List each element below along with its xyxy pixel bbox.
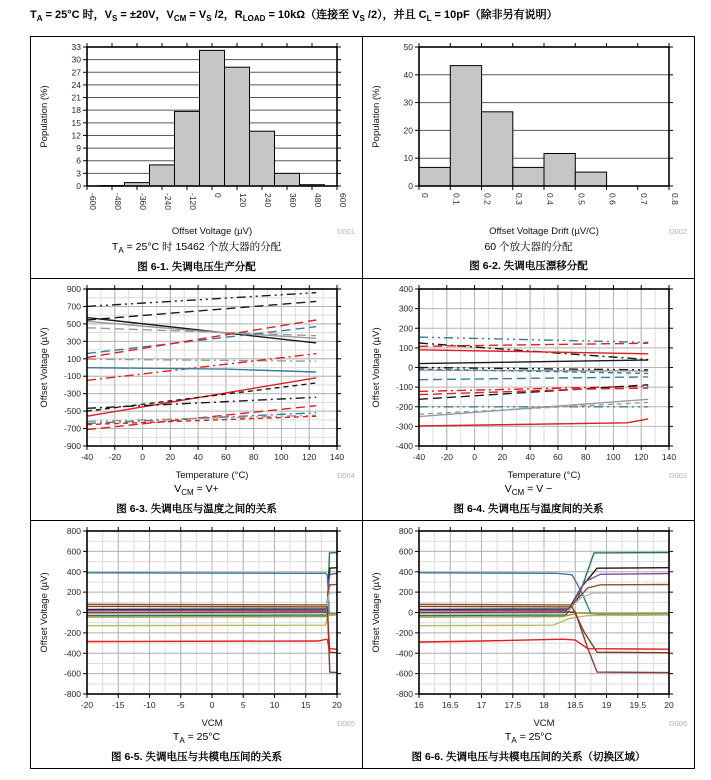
svg-text:10: 10 <box>269 700 279 711</box>
figure-caption: 图 6-1. 失调电压生产分配 <box>137 261 256 274</box>
svg-text:-200: -200 <box>395 401 413 412</box>
svg-text:900: 900 <box>66 284 81 295</box>
svg-text:0: 0 <box>75 181 81 191</box>
svg-text:20: 20 <box>165 452 175 463</box>
svg-text:0: 0 <box>407 362 413 373</box>
svg-text:300: 300 <box>398 303 413 314</box>
svg-text:19.5: 19.5 <box>629 700 646 711</box>
offset-vs-temperature-vminus-chart <box>367 280 691 482</box>
svg-text:0: 0 <box>75 607 81 618</box>
svg-text:-600: -600 <box>87 193 98 211</box>
figure-caption: 图 6-3. 失调电压与温度之间的关系 <box>116 503 277 516</box>
svg-text:D005: D005 <box>336 719 355 729</box>
svg-text:-600: -600 <box>395 668 413 679</box>
svg-text:-800: -800 <box>395 689 413 700</box>
svg-text:-400: -400 <box>395 648 413 659</box>
svg-text:Offset Voltage (µV): Offset Voltage (µV) <box>370 572 382 653</box>
svg-text:0.4: 0.4 <box>544 193 555 205</box>
svg-text:20: 20 <box>403 125 413 136</box>
svg-text:Offset Voltage Drift (µV/C): Offset Voltage Drift (µV/C) <box>488 226 599 237</box>
svg-text:VCM: VCM <box>200 718 223 730</box>
svg-text:40: 40 <box>524 452 535 463</box>
svg-text:100: 100 <box>66 353 81 364</box>
svg-text:300: 300 <box>66 336 81 347</box>
svg-text:-40: -40 <box>412 452 425 463</box>
svg-text:100: 100 <box>398 342 413 353</box>
svg-text:140: 140 <box>661 452 676 463</box>
svg-text:80: 80 <box>580 452 590 463</box>
svg-text:800: 800 <box>66 526 81 537</box>
figure-cell-6-1 <box>31 37 363 279</box>
svg-text:18: 18 <box>538 700 549 711</box>
svg-text:40: 40 <box>403 69 413 80</box>
svg-text:24: 24 <box>71 79 81 90</box>
svg-text:17: 17 <box>476 700 486 711</box>
svg-text:120: 120 <box>237 193 248 208</box>
svg-text:-500: -500 <box>63 406 81 417</box>
figure-cell-6-4 <box>363 279 695 521</box>
svg-text:-5: -5 <box>176 700 185 711</box>
figure-condition: $V_{CM} = V$ − <box>504 483 553 498</box>
svg-text:12: 12 <box>71 130 81 141</box>
svg-text:-480: -480 <box>112 193 123 211</box>
svg-text:-120: -120 <box>187 193 198 211</box>
svg-text:0: 0 <box>407 181 413 191</box>
svg-text:33: 33 <box>71 42 81 52</box>
svg-text:360: 360 <box>287 193 298 208</box>
svg-text:60: 60 <box>220 452 231 463</box>
svg-text:80: 80 <box>248 452 258 463</box>
svg-text:18.5: 18.5 <box>566 700 584 711</box>
svg-text:0: 0 <box>212 193 223 198</box>
svg-text:27: 27 <box>71 67 81 78</box>
svg-text:16.5: 16.5 <box>441 700 459 711</box>
svg-text:-700: -700 <box>63 423 81 434</box>
figure-condition: $T_A = 25^\circ C$ 时 15462 个放大器的分配 <box>111 241 282 256</box>
svg-text:-40: -40 <box>80 452 93 463</box>
offset-vs-common-mode-switching-chart <box>367 522 691 730</box>
svg-text:600: 600 <box>66 546 81 557</box>
figure-caption: 图 6-6. 失调电压与共模电压间的关系（切换区域） <box>411 751 646 764</box>
svg-text:D001: D001 <box>336 227 355 236</box>
svg-text:-200: -200 <box>395 628 413 639</box>
svg-text:Offset Voltage (µV): Offset Voltage (µV) <box>38 327 50 408</box>
svg-text:30: 30 <box>71 54 81 65</box>
svg-text:500: 500 <box>66 318 81 329</box>
svg-text:30: 30 <box>403 97 413 108</box>
svg-text:10: 10 <box>403 153 413 164</box>
figure-condition: $T_A = 25^\circ C$ <box>172 731 221 746</box>
svg-text:40: 40 <box>192 452 203 463</box>
svg-text:20: 20 <box>663 700 674 711</box>
svg-text:19: 19 <box>601 700 611 711</box>
svg-text:9: 9 <box>75 143 81 154</box>
svg-text:-20: -20 <box>440 452 453 463</box>
figure-caption: 图 6-4. 失调电压与温度间的关系 <box>453 503 604 516</box>
svg-text:-400: -400 <box>63 648 81 659</box>
svg-text:3: 3 <box>75 168 81 179</box>
svg-text:-100: -100 <box>395 382 413 393</box>
svg-text:17.5: 17.5 <box>504 700 521 711</box>
svg-text:-600: -600 <box>63 668 81 679</box>
svg-text:D002: D002 <box>668 227 687 236</box>
svg-text:D004: D004 <box>336 471 355 481</box>
svg-text:Offset Voltage (µV): Offset Voltage (µV) <box>38 572 50 653</box>
svg-text:Temperature (°C): Temperature (°C) <box>507 470 580 482</box>
svg-text:400: 400 <box>398 284 413 295</box>
figure-cell-6-3 <box>31 279 363 521</box>
svg-text:200: 200 <box>398 323 413 334</box>
svg-text:D006: D006 <box>668 719 687 729</box>
svg-text:15: 15 <box>71 117 81 128</box>
figure-cell-6-2 <box>363 37 695 279</box>
svg-text:0: 0 <box>139 452 145 463</box>
svg-text:60: 60 <box>552 452 563 463</box>
figure-condition: $V_{CM} = V+$ <box>174 483 219 498</box>
svg-text:6: 6 <box>75 155 81 166</box>
svg-text:21: 21 <box>71 92 81 103</box>
offset-vs-temperature-vplus-chart <box>35 280 359 482</box>
svg-text:0.1: 0.1 <box>450 193 461 205</box>
svg-text:-20: -20 <box>80 700 93 711</box>
svg-text:20: 20 <box>331 700 342 711</box>
svg-text:600: 600 <box>337 193 348 208</box>
svg-text:-360: -360 <box>137 193 148 211</box>
svg-text:140: 140 <box>329 452 344 463</box>
svg-text:480: 480 <box>312 193 323 208</box>
svg-text:15: 15 <box>300 700 311 711</box>
svg-text:Offset Voltage (µV): Offset Voltage (µV) <box>171 226 252 237</box>
test-conditions-line: $T_A = 25^\circ C$ 时，$V_S = \pm 20V$，$V_{CM} = V_S$ /2，$R_{LOAD} = 10k\Omega$（连接至 $V_S$ /2），并且 $C_L = 10pF$（除非另有说明） <box>30 9 558 24</box>
svg-text:-400: -400 <box>395 441 413 452</box>
figure-condition: $T_A = 25^\circ C$ <box>504 731 553 746</box>
svg-text:600: 600 <box>398 546 413 557</box>
svg-text:120: 120 <box>301 452 316 463</box>
svg-text:0: 0 <box>419 193 430 198</box>
svg-text:700: 700 <box>66 301 81 312</box>
svg-text:Population (%): Population (%) <box>38 85 50 148</box>
svg-text:5: 5 <box>240 700 246 711</box>
svg-text:100: 100 <box>605 452 620 463</box>
figures-table <box>30 36 695 769</box>
svg-text:0: 0 <box>471 452 477 463</box>
svg-text:100: 100 <box>273 452 288 463</box>
offset-voltage-drift-histogram-chart <box>367 38 691 238</box>
svg-text:-200: -200 <box>63 628 81 639</box>
svg-text:-900: -900 <box>63 441 81 452</box>
svg-text:400: 400 <box>398 566 413 577</box>
svg-text:0.6: 0.6 <box>607 193 617 205</box>
svg-text:-300: -300 <box>395 421 413 432</box>
svg-text:-100: -100 <box>63 371 81 382</box>
svg-text:50: 50 <box>403 42 413 52</box>
svg-text:200: 200 <box>398 587 413 598</box>
svg-text:-240: -240 <box>162 193 173 211</box>
svg-text:-15: -15 <box>111 700 124 711</box>
svg-text:-300: -300 <box>63 388 81 399</box>
svg-text:0: 0 <box>407 607 413 618</box>
svg-text:D003: D003 <box>668 471 687 481</box>
svg-text:Temperature (°C): Temperature (°C) <box>175 470 248 482</box>
svg-text:200: 200 <box>66 587 81 598</box>
svg-text:0.8: 0.8 <box>669 193 680 205</box>
figure-cell-6-5 <box>31 521 363 769</box>
svg-text:16: 16 <box>413 700 424 711</box>
svg-text:20: 20 <box>497 452 507 463</box>
svg-text:0.2: 0.2 <box>482 193 492 205</box>
figure-caption: 图 6-5. 失调电压与共模电压间的关系 <box>111 751 282 764</box>
svg-text:-20: -20 <box>108 452 121 463</box>
svg-text:0.3: 0.3 <box>513 193 524 205</box>
svg-text:120: 120 <box>633 452 648 463</box>
svg-text:18: 18 <box>71 105 81 116</box>
svg-text:0.5: 0.5 <box>575 193 586 205</box>
svg-text:Offset Voltage (µV): Offset Voltage (µV) <box>370 327 382 408</box>
offset-vs-common-mode-chart <box>35 522 359 730</box>
svg-text:0: 0 <box>209 700 214 711</box>
svg-text:VCM: VCM <box>532 718 555 730</box>
figure-cell-6-6 <box>363 521 695 769</box>
svg-text:240: 240 <box>262 193 273 208</box>
svg-text:-800: -800 <box>63 689 81 700</box>
offset-voltage-histogram-chart <box>35 38 359 238</box>
figure-caption: 图 6-2. 失调电压漂移分配 <box>469 260 588 272</box>
svg-text:Population (%): Population (%) <box>370 85 382 148</box>
svg-text:800: 800 <box>398 526 413 537</box>
svg-text:400: 400 <box>66 566 81 577</box>
svg-text:0.7: 0.7 <box>638 193 649 205</box>
figure-condition: 60 个放大器的分配 <box>484 241 573 253</box>
svg-text:-10: -10 <box>142 700 156 711</box>
